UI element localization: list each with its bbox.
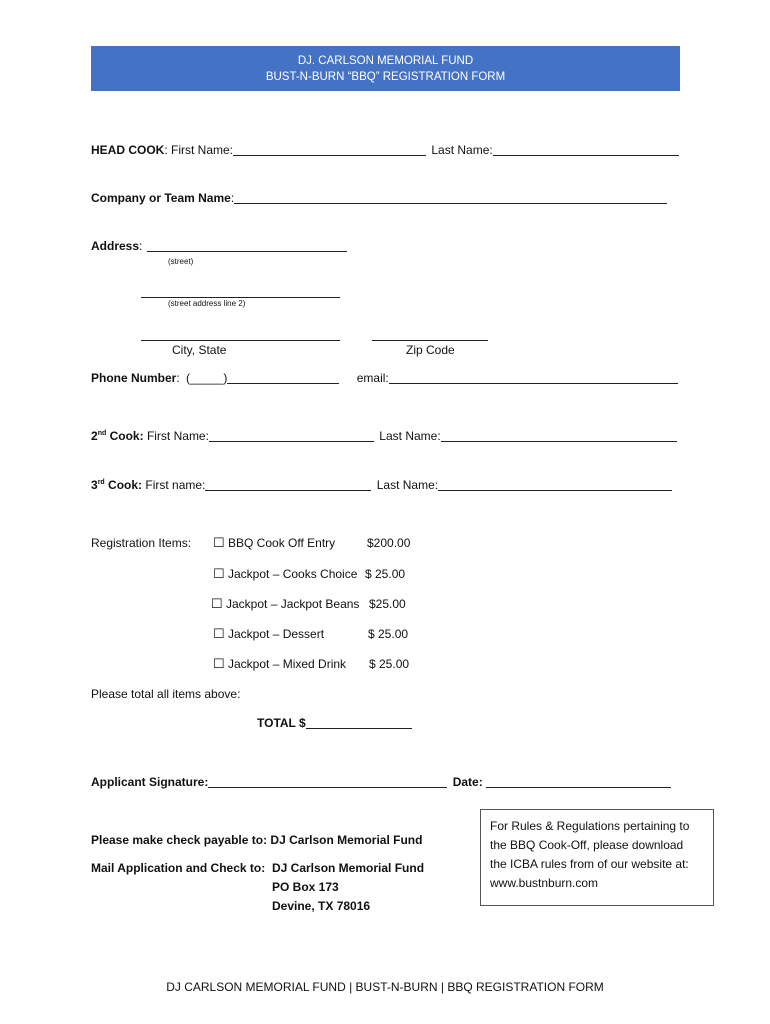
third-cook-label: 3rd Cook: [91,478,143,492]
date-label: Date: [452,775,487,789]
total-note: Please total all items above: [91,687,241,701]
head-cook-first-field[interactable] [233,143,426,156]
form-header-banner [91,46,680,91]
second-cook-first-field[interactable] [209,429,374,442]
mail-po-box: PO Box 173 [272,880,339,894]
mail-city: Devine, TX 78016 [272,899,371,913]
item-price: $ 25.00 [365,567,406,581]
company-colon: : [230,191,235,205]
phone-field[interactable] [227,371,339,384]
street-hint: (street) [168,257,194,266]
company-label: Company or Team Name [91,191,231,205]
address-street-field[interactable] [147,239,347,252]
item-name: Jackpot – Cooks Choice [228,567,358,581]
date-field[interactable] [486,775,671,788]
head-cook-label: HEAD COOK [91,143,165,157]
address-row [91,239,347,253]
total-label: TOTAL $ [257,716,306,730]
phone-row [91,371,678,385]
second-cook-last-field[interactable] [441,429,677,442]
third-cook-last-field[interactable] [438,478,672,491]
checkbox-mixed-drink[interactable]: ☐ [213,656,225,671]
item-name: Jackpot – Mixed Drink [228,657,347,671]
second-cook-last-label: Last Name: [379,429,441,443]
registration-item [213,626,324,642]
registration-items-label: Registration Items: [91,536,192,550]
rules-note-line: For Rules & Regulations pertaining to [490,819,690,833]
address-label: Address [91,239,140,253]
city-state-field[interactable] [141,328,340,341]
head-cook-last-field[interactable] [493,143,679,156]
item-name: Jackpot – Jackpot Beans [226,597,360,611]
second-cook-row [91,429,677,443]
item-price: $ 25.00 [369,657,410,671]
item-price: $25.00 [369,597,406,611]
head-cook-last-label: Last Name: [431,143,493,157]
mail-name: DJ Carlson Memorial Fund [272,861,425,875]
total-field[interactable] [306,716,412,729]
item-name: Jackpot – Dessert [228,627,325,641]
company-row [91,191,667,205]
zip-row [372,326,488,344]
second-cook-first-label: First Name: [146,429,209,443]
checkbox-bbq-entry[interactable]: ☐ [213,535,225,550]
registration-item [211,596,359,612]
phone-colon: : [176,371,180,385]
third-cook-last-label: Last Name: [376,478,439,492]
registration-item [213,566,357,582]
rules-note-line: the ICBA rules from of our website at: [490,857,689,871]
rules-note-box [480,809,714,906]
third-cook-first-label: First name: [145,478,206,492]
mail-label: Mail Application and Check to: [91,861,266,875]
registration-item [213,656,346,672]
checkbox-jackpot-beans[interactable]: ☐ [211,596,223,611]
phone-label: Phone Number [91,371,177,385]
second-cook-label: 2nd Cook: [91,429,144,443]
item-price: $200.00 [367,536,411,550]
zip-label: Zip Code [406,343,455,357]
payable-to: Please make check payable to: DJ Carlson Memorial Fund [91,833,423,847]
signature-field[interactable] [208,775,447,788]
signature-row [91,775,671,789]
city-state-label: City, State [172,343,227,357]
address-line2-field[interactable] [141,285,340,298]
email-label: email: [356,371,389,385]
total-row [257,716,412,730]
rules-website-link[interactable]: www.bustnburn.com [490,876,599,890]
signature-label: Applicant Signature: [91,775,209,789]
address-colon: : [139,239,143,253]
third-cook-row [91,478,672,492]
head-cook-first-label: : First Name: [164,143,234,157]
head-cook-row [91,143,679,157]
rules-note-line: the BBQ Cook-Off, please download [490,838,684,852]
header-title-line1: DJ. CARLSON MEMORIAL FUND [297,55,474,67]
checkbox-dessert[interactable]: ☐ [213,626,225,641]
city-state-row [141,326,340,344]
phone-area-code[interactable]: (_____) [186,371,228,385]
page-footer: DJ CARLSON MEMORIAL FUND | BUST-N-BURN | BBQ REGISTRATION FORM [166,980,604,994]
zip-field[interactable] [372,328,488,341]
item-name: BBQ Cook Off Entry [228,536,336,550]
company-field[interactable] [234,191,667,204]
item-price: $ 25.00 [368,627,409,641]
third-cook-first-field[interactable] [205,478,371,491]
header-title-line2: BUST-N-BURN “BBQ” REGISTRATION FORM [265,71,506,83]
registration-item [213,535,335,551]
street-line2-hint: (street address line 2) [168,299,246,308]
checkbox-cooks-choice[interactable]: ☐ [213,566,225,581]
email-field[interactable] [389,371,678,384]
